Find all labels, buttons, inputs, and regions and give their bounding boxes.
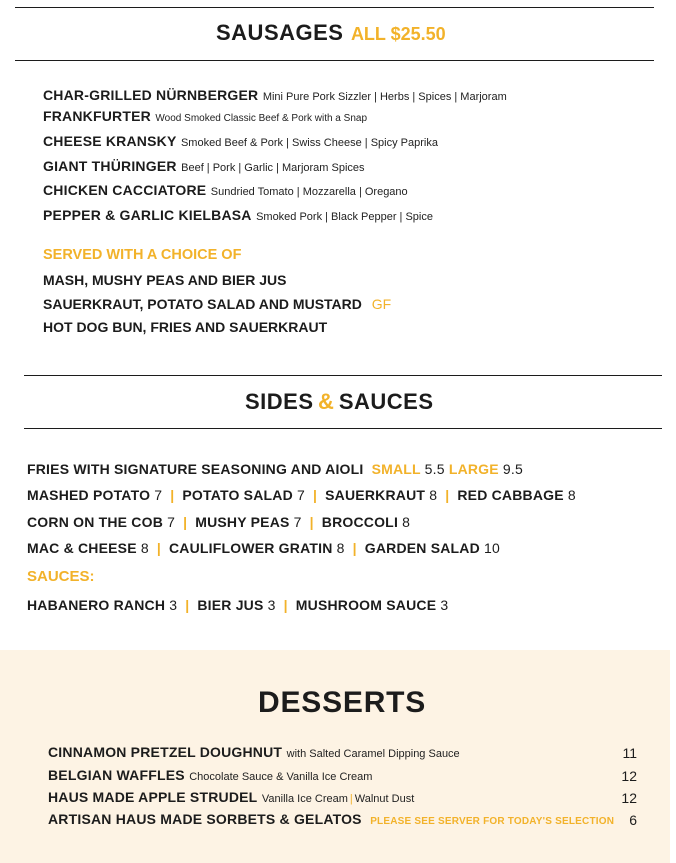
fries-row bbox=[27, 461, 523, 477]
side-name: RED CABBAGE bbox=[457, 487, 564, 503]
side-name: CAULIFLOWER GRATIN bbox=[168, 540, 333, 556]
side-name: BROCCOLI bbox=[321, 514, 399, 530]
sauce-price: 3 bbox=[169, 597, 178, 613]
sides-title-b: SAUCES bbox=[338, 389, 434, 414]
sausages-rule bbox=[15, 60, 654, 61]
divider: | bbox=[445, 487, 450, 503]
dessert-name: CINNAMON PRETZEL DOUGHNUT bbox=[48, 744, 283, 760]
sausage-item bbox=[43, 207, 433, 225]
divider: | bbox=[170, 487, 175, 503]
side-price: 8 bbox=[429, 487, 438, 503]
choice-text: SAUERKRAUT, POTATO SALAD AND MUSTARD bbox=[43, 296, 362, 312]
sausage-desc: Beef | Pork | Garlic | Marjoram Spices bbox=[181, 162, 365, 174]
sausage-desc: Smoked Beef & Pork | Swiss Cheese | Spicy Paprika bbox=[180, 137, 438, 149]
sausages-heading bbox=[216, 20, 446, 46]
divider: | bbox=[313, 487, 318, 503]
sausage-desc: Mini Pure Pork Sizzler | Herbs | Spices | Marjoram bbox=[262, 91, 507, 103]
sauce-name: MUSHROOM SAUCE bbox=[295, 597, 437, 613]
choice-item bbox=[43, 319, 327, 335]
dessert-desc: Walnut Dust bbox=[354, 793, 415, 805]
sides-top-rule bbox=[24, 375, 662, 376]
side-price: 7 bbox=[167, 514, 176, 530]
dessert-item bbox=[48, 789, 414, 807]
side-price: 8 bbox=[336, 540, 345, 556]
dessert-desc: Chocolate Sauce & Vanilla Ice Cream bbox=[189, 771, 373, 783]
side-name: MAC & CHEESE bbox=[27, 540, 137, 556]
sauce-name: BIER JUS bbox=[197, 597, 264, 613]
divider: | bbox=[183, 514, 188, 530]
fries-small-label: SMALL bbox=[371, 461, 421, 477]
dessert-name: BELGIAN WAFFLES bbox=[48, 767, 185, 783]
sauces-row bbox=[27, 597, 448, 613]
dessert-price: 12 bbox=[621, 790, 637, 806]
dessert-item bbox=[48, 767, 372, 785]
side-name: GARDEN SALAD bbox=[364, 540, 480, 556]
sausage-item bbox=[43, 87, 507, 105]
fries-name: FRIES WITH SIGNATURE SEASONING AND AIOLI bbox=[27, 461, 364, 477]
dessert-note: PLEASE SEE SERVER FOR TODAY'S SELECTION bbox=[370, 816, 615, 827]
fries-large-price: 9.5 bbox=[502, 461, 523, 477]
dessert-item bbox=[48, 811, 614, 829]
sausage-desc: Smoked Pork | Black Pepper | Spice bbox=[256, 211, 433, 223]
choice-text: MASH, MUSHY PEAS AND BIER JUS bbox=[43, 272, 287, 288]
sausage-name: CHAR-GRILLED NÜRNBERGER bbox=[43, 87, 259, 103]
side-price: 8 bbox=[140, 540, 149, 556]
dessert-desc: Vanilla Ice Cream bbox=[261, 793, 348, 805]
dessert-price: 12 bbox=[621, 768, 637, 784]
divider: | bbox=[349, 793, 353, 805]
divider: | bbox=[156, 540, 161, 556]
choice-text: HOT DOG BUN, FRIES AND SAUERKRAUT bbox=[43, 319, 328, 335]
sausage-name: GIANT THÜRINGER bbox=[43, 158, 177, 174]
sausage-item bbox=[43, 133, 438, 151]
dessert-name: ARTISAN HAUS MADE SORBETS & GELATOS bbox=[48, 811, 362, 827]
divider: | bbox=[352, 540, 357, 556]
sausages-price-label: ALL $25.50 bbox=[350, 24, 446, 44]
side-price: 7 bbox=[293, 514, 302, 530]
sausage-item bbox=[43, 182, 408, 200]
divider: | bbox=[185, 597, 190, 613]
divider: | bbox=[309, 514, 314, 530]
dessert-price: 11 bbox=[622, 745, 637, 761]
sauce-price: 3 bbox=[267, 597, 276, 613]
sausage-name: CHEESE KRANSKY bbox=[43, 133, 177, 149]
side-name: MASHED POTATO bbox=[27, 487, 151, 503]
sides-row-3 bbox=[27, 540, 500, 556]
gluten-free-tag: GF bbox=[371, 296, 392, 312]
side-price: 10 bbox=[484, 540, 500, 556]
side-name: MUSHY PEAS bbox=[195, 514, 290, 530]
top-rule bbox=[15, 7, 654, 8]
sides-title-amp: & bbox=[317, 389, 335, 414]
dessert-price: 6 bbox=[629, 812, 637, 828]
sides-row-2 bbox=[27, 514, 410, 530]
sausage-item bbox=[43, 108, 367, 126]
sauce-price: 3 bbox=[440, 597, 449, 613]
sausage-name: FRANKFURTER bbox=[43, 108, 151, 124]
choice-item bbox=[43, 272, 286, 288]
sausage-desc: Wood Smoked Classic Beef & Pork with a Snap bbox=[155, 113, 368, 124]
side-name: CORN ON THE COB bbox=[27, 514, 163, 530]
side-price: 7 bbox=[297, 487, 305, 503]
sides-row-1 bbox=[27, 487, 576, 503]
sausage-item bbox=[43, 158, 365, 176]
sides-bottom-rule bbox=[24, 428, 662, 429]
side-price: 8 bbox=[567, 487, 576, 503]
side-name: SAUERKRAUT bbox=[325, 487, 426, 503]
dessert-item bbox=[48, 744, 460, 762]
dessert-name: HAUS MADE APPLE STRUDEL bbox=[48, 789, 258, 805]
sides-title-a: SIDES bbox=[245, 389, 314, 414]
side-name: POTATO SALAD bbox=[182, 487, 293, 503]
sauces-heading: SAUCES: bbox=[27, 568, 95, 585]
fries-large-label: LARGE bbox=[448, 461, 499, 477]
sides-heading bbox=[245, 389, 434, 415]
served-with-heading: SERVED WITH A CHOICE OF bbox=[43, 247, 242, 263]
divider: | bbox=[283, 597, 288, 613]
sausage-name: PEPPER & GARLIC KIELBASA bbox=[43, 207, 252, 223]
sausages-title: SAUSAGES bbox=[216, 20, 344, 45]
side-price: 8 bbox=[402, 514, 411, 530]
fries-small-price: 5.5 bbox=[424, 461, 445, 477]
side-price: 7 bbox=[154, 487, 163, 503]
choice-item bbox=[43, 296, 391, 312]
desserts-title: DESSERTS bbox=[258, 686, 427, 719]
dessert-desc: with Salted Caramel Dipping Sauce bbox=[286, 748, 460, 760]
sausage-desc: Sundried Tomato | Mozzarella | Oregano bbox=[210, 186, 408, 198]
sauce-name: HABANERO RANCH bbox=[27, 597, 166, 613]
sausage-name: CHICKEN CACCIATORE bbox=[43, 182, 207, 198]
